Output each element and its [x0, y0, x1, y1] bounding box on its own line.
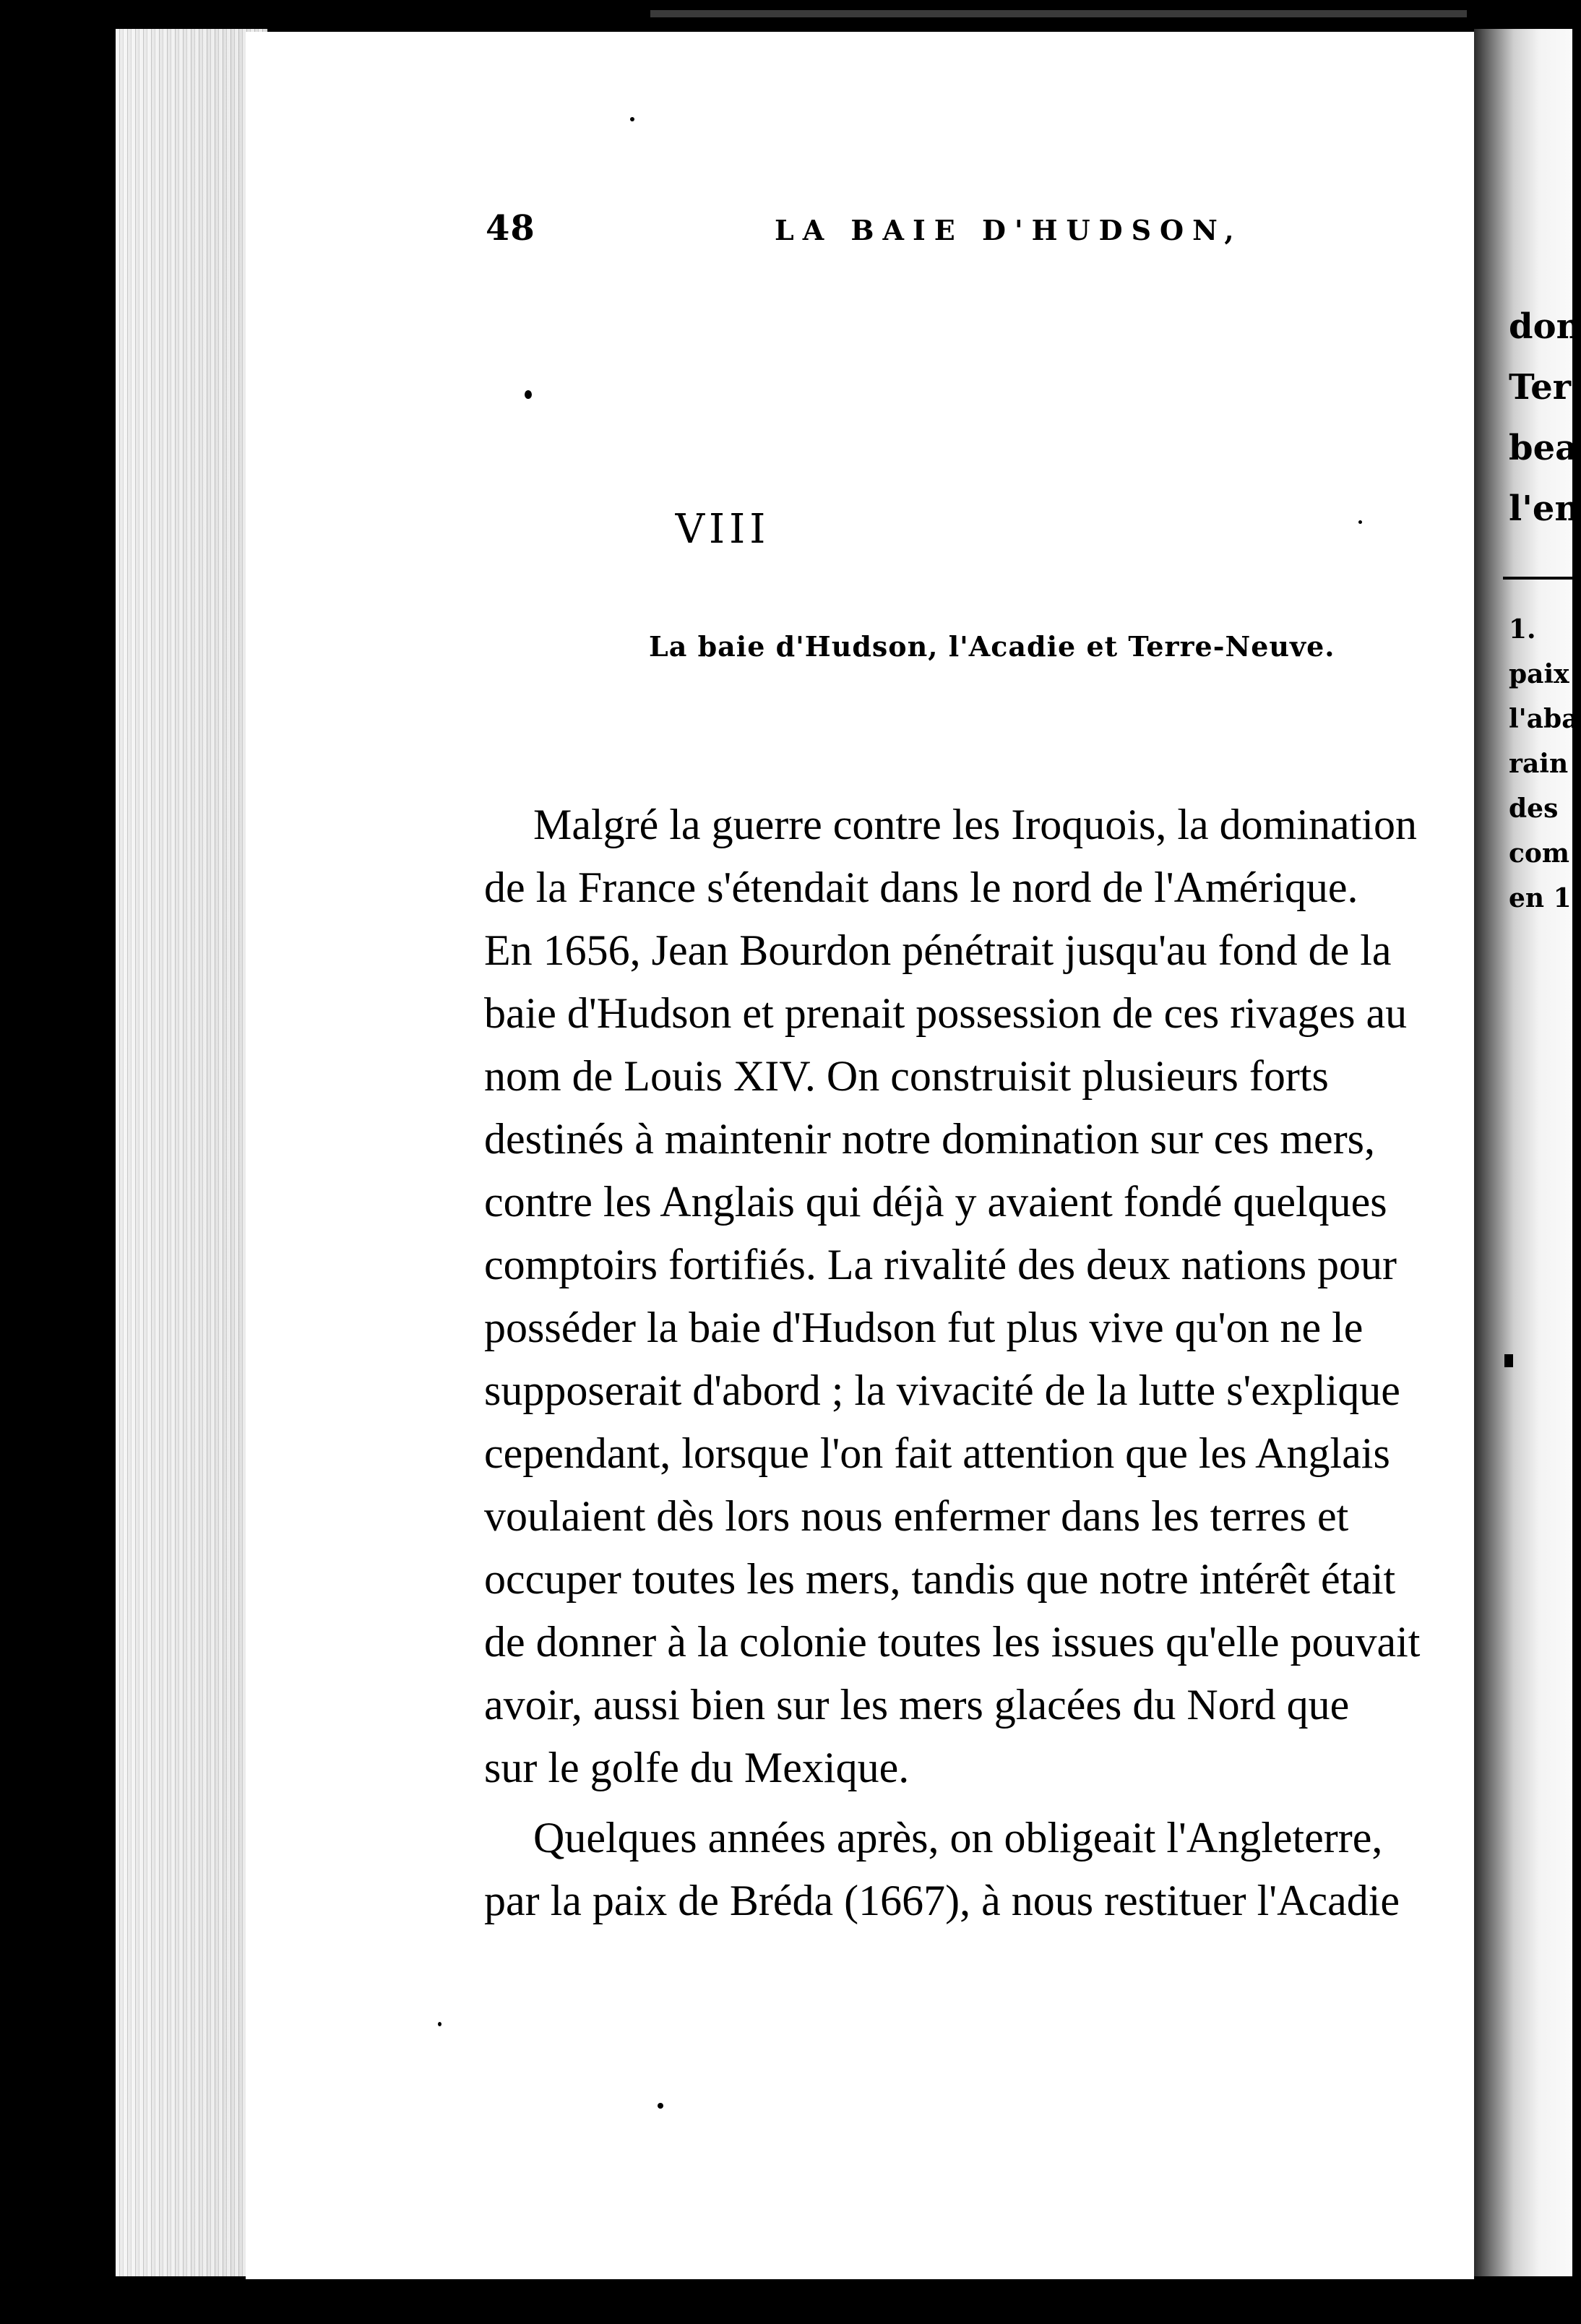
text-line: supposerait d'abord ; la vivacité de la lutte s'explique: [484, 1367, 1400, 1414]
facing-footnote-line: en 1: [1509, 883, 1572, 913]
text-line: destinés à maintenir notre domination sur ces mers,: [484, 1115, 1376, 1163]
text-line: de donner à la colonie toutes les issues qu'elle pouvait: [484, 1618, 1421, 1666]
ink-speck: [438, 2022, 441, 2026]
ink-speck: [1358, 520, 1362, 524]
facing-footnote-line: des: [1509, 793, 1559, 824]
text-line: baie d'Hudson et prenait possession de ces rivages au: [484, 989, 1408, 1037]
text-line: de la France s'étendait dans le nord de l'Amérique.: [484, 864, 1358, 911]
footnote-rule: [1503, 577, 1572, 580]
scan-edge-artifact: [650, 10, 1467, 17]
text-line: En 1656, Jean Bourdon pénétrait jusqu'au fond de la: [484, 926, 1392, 974]
ink-speck: [525, 390, 532, 399]
facing-footnote-line: 1.: [1509, 614, 1536, 645]
facing-footnote-line: com: [1509, 838, 1570, 869]
running-head: [486, 208, 1425, 266]
ink-speck: [630, 117, 634, 121]
text-line: par la paix de Bréda (1667), à nous restituer l'Acadie: [484, 1877, 1400, 1924]
text-line: Quelques années après, on obligeait l'Angleterre,: [533, 1814, 1383, 1862]
text-line: sur le golfe du Mexique.: [484, 1744, 910, 1791]
body-text: [484, 793, 1467, 1932]
facing-page: [1474, 29, 1581, 2276]
page-edges: [116, 29, 267, 2276]
text-line: contre les Anglais qui déjà y avaient fondé quelques: [484, 1178, 1387, 1226]
text-line: avoir, aussi bien sur les mers glacées du Nord que: [484, 1681, 1350, 1729]
text-line: cependant, lorsque l'on fait attention que les Anglais: [484, 1429, 1390, 1477]
text-line: Malgré la guerre contre les Iroquois, la domination: [533, 801, 1417, 848]
chapter-title: La baie d'Hudson, l'Acadie et Terre-Neuve.: [649, 630, 1335, 663]
text-line: comptoirs fortifiés. La rivalité des deux nations pour: [484, 1241, 1397, 1288]
paragraph-gap: [484, 1799, 1467, 1807]
facing-page-upper-text: [1509, 296, 1581, 539]
page-number: 48: [486, 208, 535, 249]
facing-line: Ter: [1509, 367, 1572, 408]
running-title: LA BAIE D'HUDSON,: [775, 214, 1243, 246]
text-line: nom de Louis XIV. On construisit plusieurs forts: [484, 1052, 1329, 1100]
text-line: voulaient dès lors nous enfermer dans les terres et: [484, 1492, 1349, 1540]
margin-mark: [1504, 1354, 1513, 1367]
facing-footnote-line: rain: [1509, 749, 1569, 779]
ink-speck: [658, 2103, 663, 2109]
chapter-number: VIII: [675, 506, 770, 553]
facing-footnote-line: paix: [1509, 659, 1569, 689]
text-line: posséder la baie d'Hudson fut plus vive qu'on ne le: [484, 1304, 1364, 1351]
facing-page-footnote-text: [1509, 607, 1579, 921]
text-line: occuper toutes les mers, tandis que notre intérêt était: [484, 1555, 1396, 1603]
facing-line: don: [1509, 306, 1581, 347]
facing-line: bea: [1509, 428, 1578, 468]
facing-line: l'en: [1509, 489, 1580, 529]
facing-footnote-line: l'aba: [1509, 704, 1579, 734]
